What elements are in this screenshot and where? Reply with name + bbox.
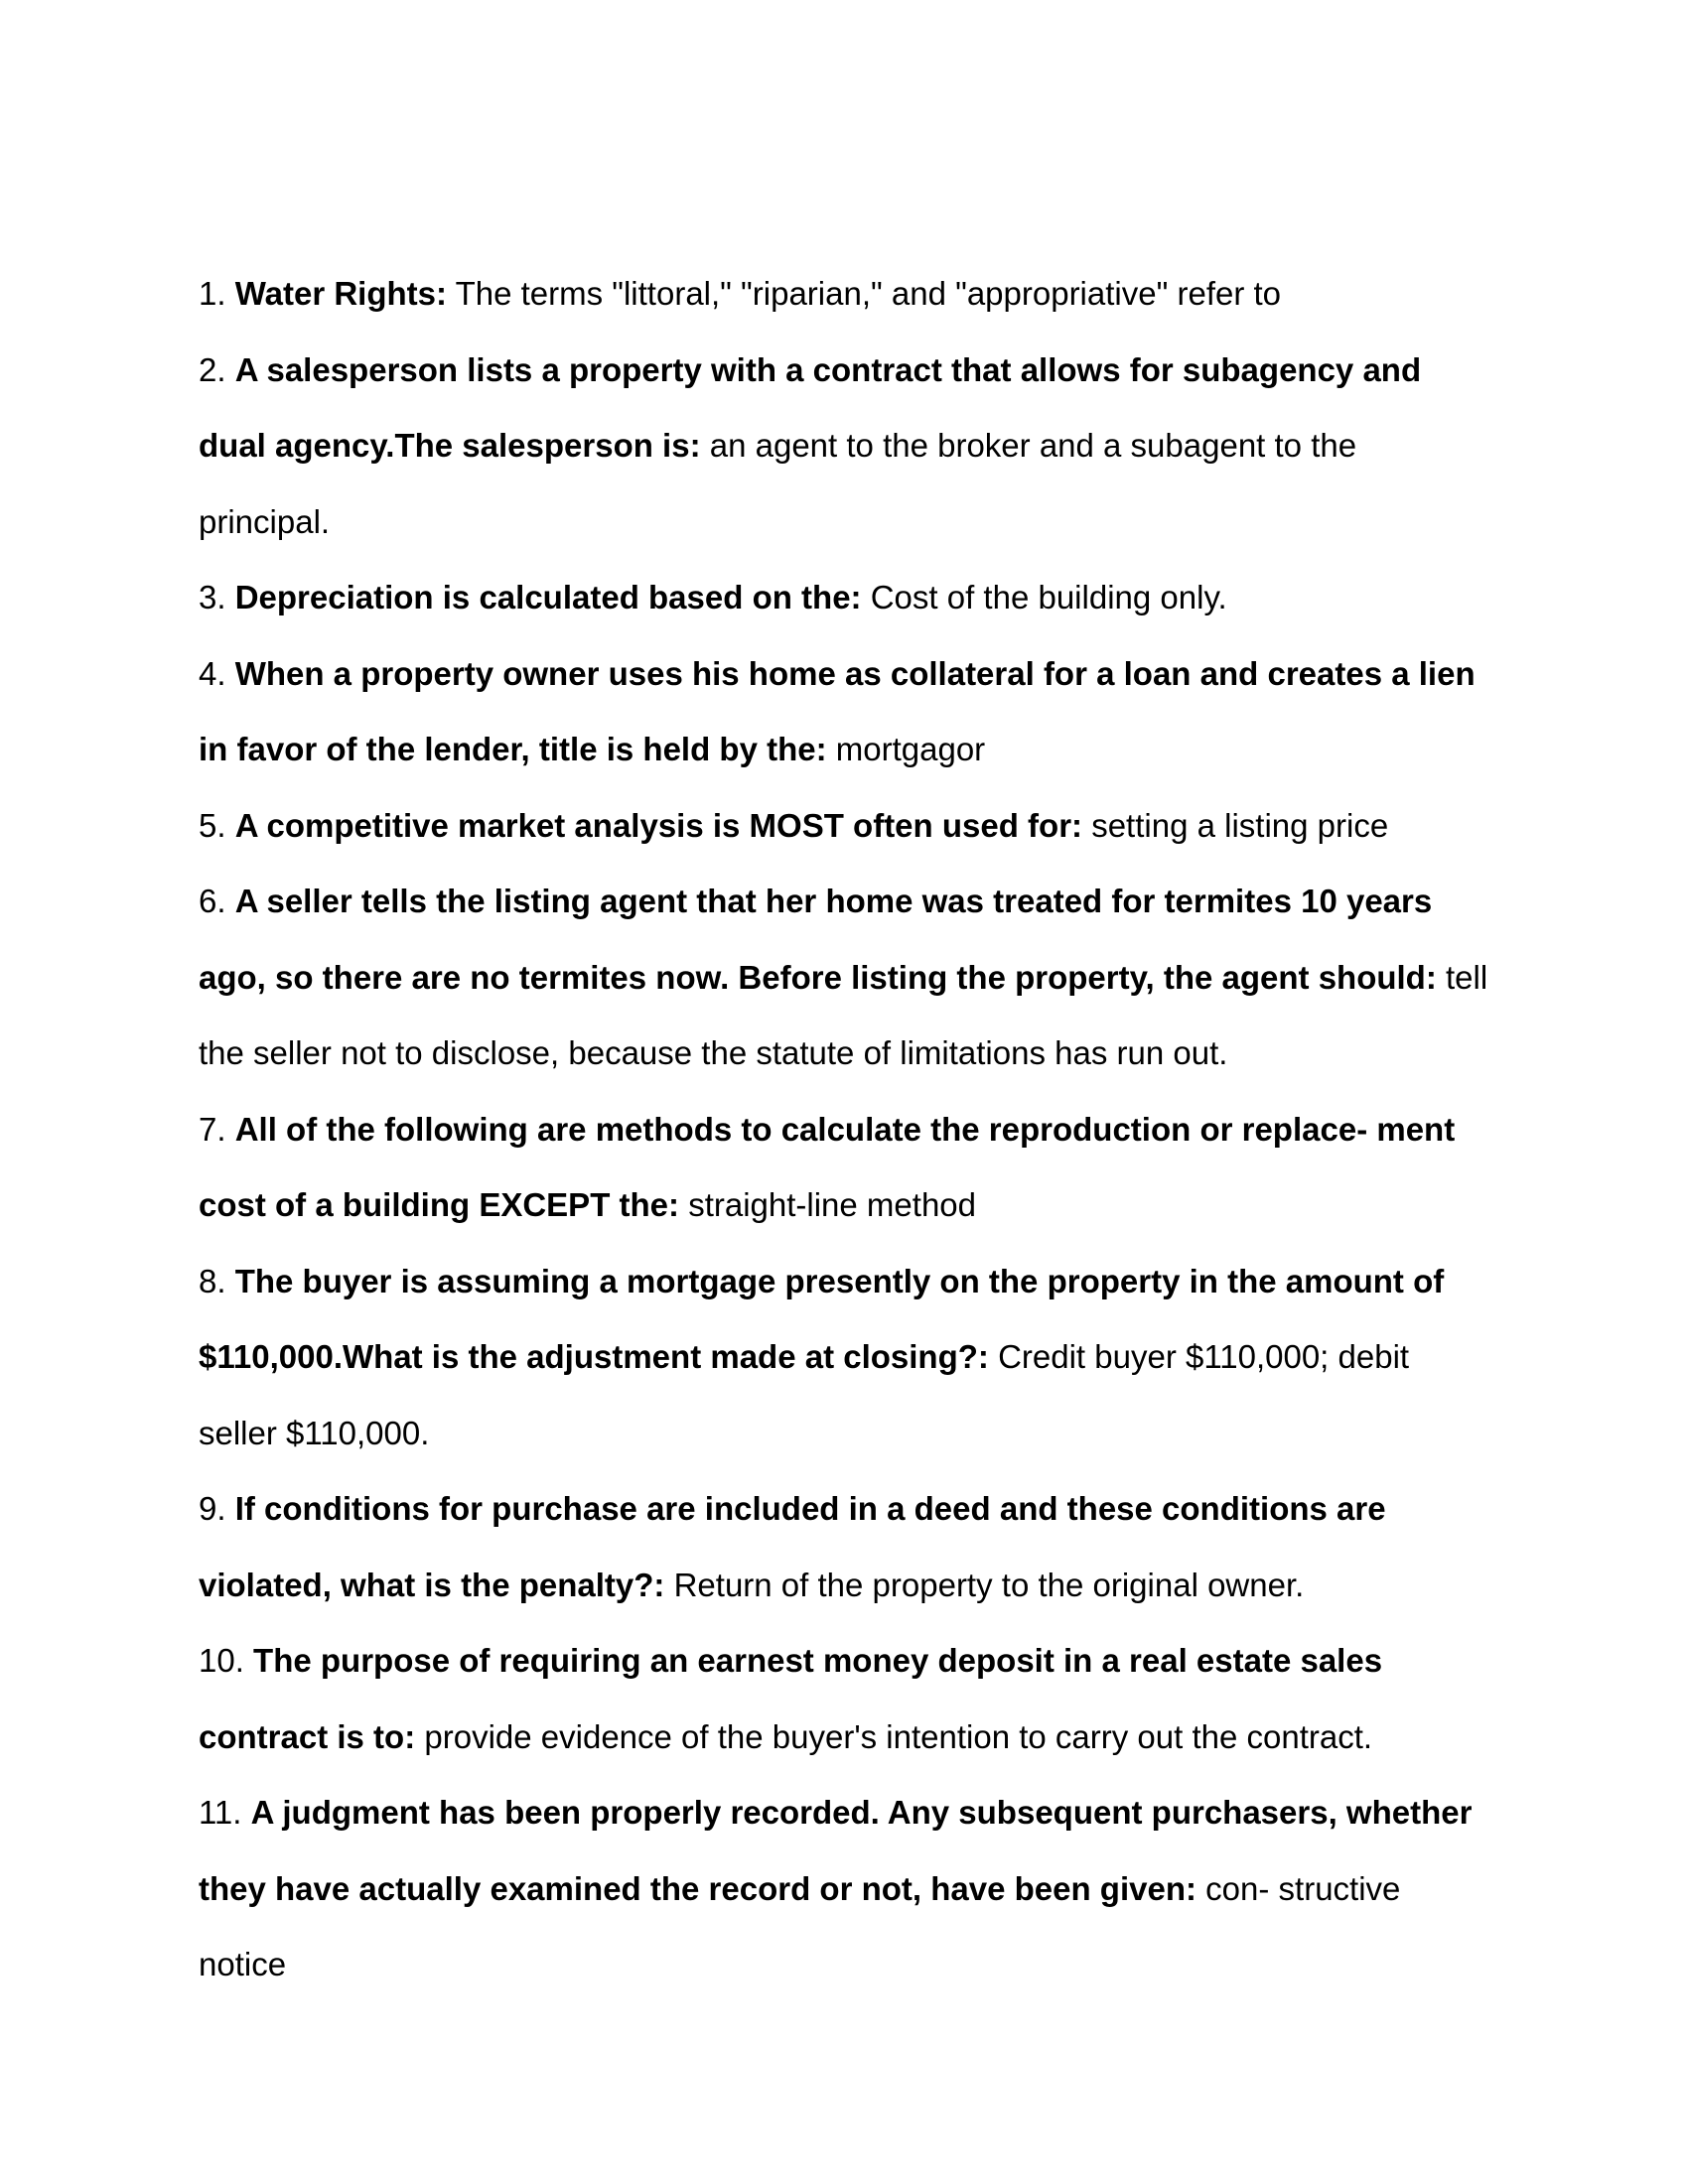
- item-answer: Cost of the building only.: [870, 579, 1227, 615]
- item-answer: tell the seller not to disclose, because the statute of limitations has run out.: [199, 958, 1488, 1071]
- item-question: If conditions for purchase are included in a deed and these conditions are violated, what is the penalty?:: [199, 1490, 1386, 1603]
- item-question: Depreciation is calculated based on the:: [234, 579, 862, 615]
- list-item-3: [199, 560, 1489, 636]
- item-answer: The terms "littoral," "riparian," and "appropriative" refer to: [455, 275, 1282, 312]
- item-number: 1.: [199, 275, 226, 312]
- item-question: A salesperson lists a property with a contract that allows for subagency and dual agency.The salesperson is:: [199, 350, 1422, 464]
- item-number: 2.: [199, 350, 226, 388]
- item-number: 6.: [199, 883, 226, 919]
- item-number: 4.: [199, 654, 226, 692]
- list-item-1: [199, 256, 1489, 333]
- item-answer: an agent to the broker and a subagent to the principal.: [199, 427, 1357, 540]
- list-item-4: [199, 636, 1489, 788]
- item-number: 3.: [199, 579, 226, 615]
- item-question: A competitive market analysis is MOST often used for:: [234, 806, 1083, 844]
- list-item-10: [199, 1623, 1489, 1775]
- item-question: A seller tells the listing agent that her home was treated for termites 10 years ago, so there are no termites now. Before listing the property, the agent should:: [199, 883, 1437, 996]
- list-item-6: [199, 864, 1489, 1092]
- item-question: A judgment has been properly recorded. Any subsequent purchasers, whether they have actually examined the record or not, have been given:: [199, 1794, 1473, 1907]
- item-number: 8.: [199, 1262, 226, 1299]
- item-answer: setting a listing price: [1091, 806, 1389, 844]
- item-question: Water Rights:: [234, 275, 447, 312]
- item-answer: straight-line method: [688, 1186, 977, 1223]
- item-answer: mortgagor: [835, 731, 986, 767]
- list-item-9: [199, 1471, 1489, 1623]
- item-question: All of the following are methods to calculate the reproduction or replace- ment cost of a building EXCEPT the:: [199, 1110, 1456, 1223]
- item-number: 9.: [199, 1490, 226, 1527]
- item-number: 10.: [199, 1642, 244, 1679]
- item-number: 5.: [199, 806, 226, 844]
- list-item-2: [199, 333, 1489, 561]
- item-number: 11.: [199, 1794, 242, 1831]
- item-answer: con- structive notice: [199, 1869, 1401, 1982]
- list-item-5: [199, 788, 1489, 865]
- item-answer: Return of the property to the original owner.: [673, 1566, 1305, 1603]
- list-item-11: [199, 1775, 1489, 2003]
- item-question: The buyer is assuming a mortgage presently on the property in the amount of $110,000.What is the adjustment made at closing?:: [199, 1262, 1445, 1375]
- item-number: 7.: [199, 1110, 226, 1148]
- question-list: [199, 256, 1489, 2003]
- item-answer: provide evidence of the buyer's intention to carry out the contract.: [424, 1717, 1373, 1755]
- item-question: When a property owner uses his home as collateral for a loan and creates a lien in favor of the lender, title is held by the:: [199, 654, 1476, 767]
- list-item-8: [199, 1244, 1489, 1472]
- item-question: The purpose of requiring an earnest money deposit in a real estate sales contract is to:: [199, 1642, 1383, 1755]
- list-item-7: [199, 1092, 1489, 1244]
- item-answer: Credit buyer $110,000; debit seller $110,000.: [199, 1338, 1410, 1451]
